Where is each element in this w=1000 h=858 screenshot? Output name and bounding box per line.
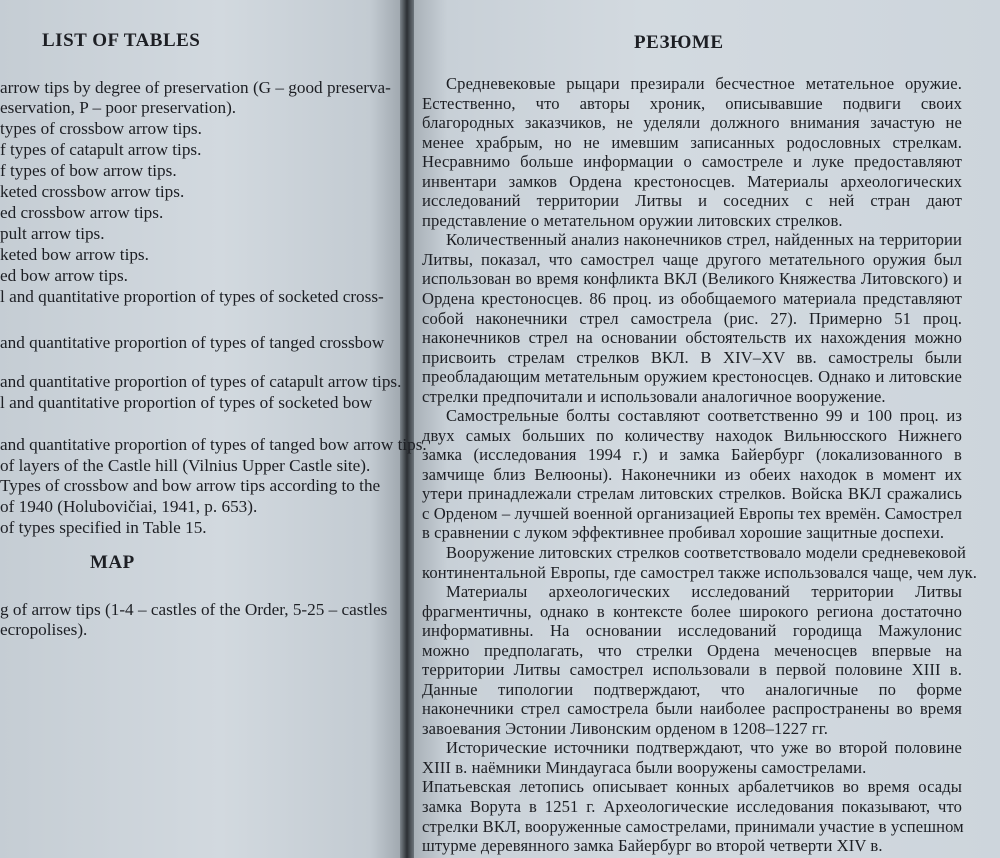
table-list-line: eservation, P – poor preservation). [0, 98, 237, 117]
list-of-tables-heading: LIST OF TABLES [42, 30, 201, 51]
body-line: утери принадлежали стрелам литовских стрелков. Войска ВКЛ сражались [422, 484, 962, 504]
body-line: преобладающим метательным оружием крестоносцев. Однако и литовские [422, 367, 962, 387]
body-line: можно предполагать, что стрелки Ордена меченосцев впервые на [422, 640, 962, 660]
body-line: Вооружение литовских стрелков соответствовало модели средневековой [446, 542, 967, 562]
body-line: Ордена крестоносцев. 86 проц. из обобщаемого материала представляют [422, 288, 962, 308]
body-line: замчище близ Велюоны). Наконечники из обеих находок в момент их [422, 464, 962, 484]
table-list-line: ed bow arrow tips. [0, 266, 128, 285]
table-list-line: arrow tips by degree of preservation (G – good preserva- [0, 78, 391, 97]
body-line: информативны. На основании исследований городища Мажулонис [422, 621, 962, 641]
body-line: Естественно, что авторы хроник, описывавшие подвиги своих [422, 93, 962, 113]
body-line: континентальной Европы, где самострел также использовался чаще, чем лук. [422, 562, 978, 582]
body-line: территории Литвы самострел использовали в первой половине XIII в. [422, 660, 962, 680]
body-line: Материалы археологических исследований территории Литвы [446, 582, 962, 601]
body-line: Количественный анализ наконечников стрел, найденных на территории [446, 230, 962, 250]
body-line: стрелки предпочитали и использовали аналогичное вооружение. [422, 386, 886, 406]
body-line: с Орденом – лучшей военной организацией Европы тех времён. Самострел [422, 503, 963, 523]
body-line: присвоить стрелам стрелков ВКЛ. В XIV–XV вв. самострелы были [422, 347, 962, 367]
table-list-line: f types of bow arrow tips. [0, 161, 177, 180]
book-gutter [400, 0, 414, 858]
body-line: Литвы, показал, что самострел чаще другого метательного оружия был [422, 249, 962, 269]
body-line: исследований территории Литвы и соседних с ней стран дают [422, 191, 962, 211]
table-list-line: of layers of the Castle hill (Vilnius Upper Castle site). [0, 456, 371, 475]
map-list-line: g of arrow tips (1-4 – castles of the Order, 5-25 – castles [0, 600, 388, 619]
resume-heading: РЕЗЮМЕ [634, 32, 724, 53]
table-list-line: types of crossbow arrow tips. [0, 119, 202, 138]
body-line: двух самых больших по количеству находок Вильнюсского Нижнего [422, 425, 962, 445]
table-list-line: keted bow arrow tips. [0, 245, 149, 264]
table-list-line: and quantitative proportion of types of tanged bow arrow tips. [0, 435, 427, 454]
body-line: замка Ворута в 1251 г. Археологические исследования показывают, что [422, 796, 962, 816]
body-line: Самострельные болты составляют соответственно 99 и 100 проц. из [446, 406, 962, 426]
body-line: использован во время конфликта ВКЛ (Великого Княжества Литовского) и [422, 269, 962, 289]
body-line: благородных заказчиков, не уделяли должного внимания зачастую не [422, 113, 962, 133]
table-list-line: of 1940 (Holubovičiai, 1941, p. 653). [0, 497, 258, 516]
body-line: собой наконечники стрел самострела (рис. 27). Примерно 51 проц. [422, 308, 962, 328]
table-list-line: keted crossbow arrow tips. [0, 182, 185, 201]
body-line: Данные типологии подтверждают, что аналогичные по форме [422, 679, 962, 699]
table-list-line: and quantitative proportion of types of catapult arrow tips. [0, 372, 402, 391]
table-list-line: f types of catapult arrow tips. [0, 140, 202, 159]
body-line: фрагментичны, однако в контексте более широкого региона достаточно [422, 601, 962, 621]
body-line: стрелки ВКЛ, вооруженные самострелами, принимали участие в успешном [422, 816, 964, 836]
body-line: инвентари замков Ордена крестоносцев. Материалы археологических [422, 171, 962, 191]
map-heading: MAP [90, 552, 135, 573]
body-line: в сравнении с луком эффективнее пробивал хорошие защитные доспехи. [422, 523, 945, 543]
table-list-line: l and quantitative proportion of types of socketed bow [0, 393, 373, 412]
body-line: Средневековые рыцари презирали бесчестное метательное оружие. [446, 74, 962, 93]
body-line: Несравнимо больше информации о самостреле и луке предоставляют [422, 152, 962, 172]
body-line: наконечников стрел на основании обстоятельств их нахождения можно [422, 328, 962, 347]
body-line: представление о метательном оружии литовских стрелков. [422, 210, 843, 230]
body-line: Ипатьевская летопись описывает конных арбалетчиков во время осады [422, 777, 962, 797]
body-line: Исторические источники подтверждают, что уже во второй половине [446, 738, 962, 758]
body-line: штурме деревянного замка Байербург во второй четверти XIV в. [422, 836, 883, 855]
map-list-line: ecropolises). [0, 620, 88, 639]
table-list-line: Types of crossbow and bow arrow tips according to the [0, 476, 381, 495]
table-list-line: of types specified in Table 15. [0, 518, 207, 537]
table-list-line: pult arrow tips. [0, 224, 105, 243]
body-line: завоевания Эстонии Ливонским орденом в 1208–1227 гг. [422, 718, 829, 738]
table-list-line: ed crossbow arrow tips. [0, 203, 164, 222]
body-line: менее храбрым, но не имевшим записанных родословных стрелкам. [422, 132, 962, 152]
body-line: замка (исследования 1994 г.) и замка Байербург (локализованного в [422, 445, 962, 465]
body-line: XIII в. наёмники Миндаугаса были вооружены самострелами. [422, 757, 867, 777]
table-list-line: l and quantitative proportion of types of socketed cross- [0, 287, 384, 306]
body-line: наконечники стрел самострела были наиболее распространены во время [422, 699, 962, 719]
table-list-line: and quantitative proportion of types of tanged crossbow [0, 333, 385, 352]
